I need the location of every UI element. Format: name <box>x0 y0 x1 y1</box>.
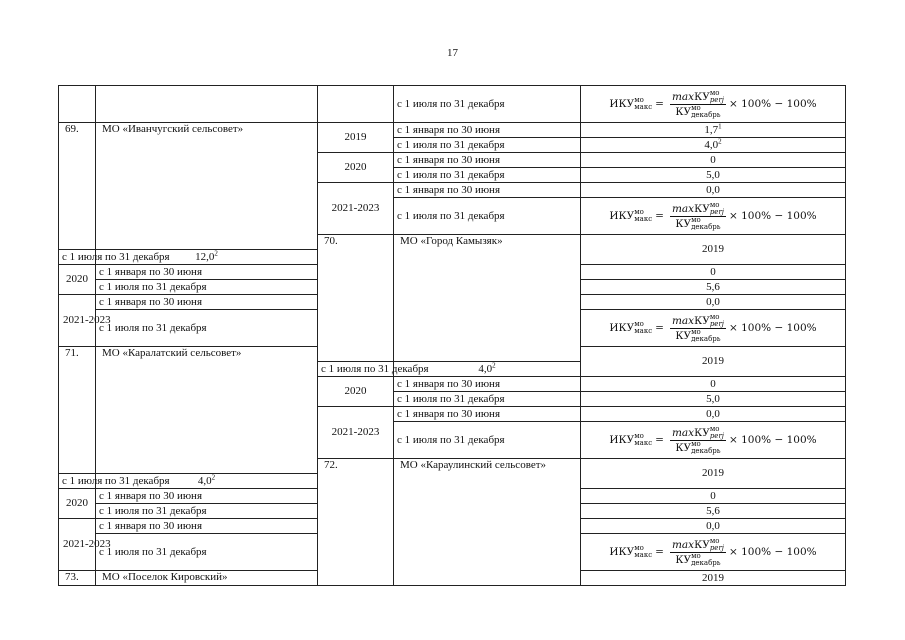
value-cell <box>581 183 846 198</box>
formula-part: ИКУ <box>609 546 635 558</box>
formula-part: КУ <box>694 202 710 215</box>
formula-part: макс <box>634 439 653 447</box>
period-cell: с 1 июля по 31 декабря <box>96 280 318 295</box>
formula-part: ИКУ <box>609 434 635 446</box>
formula-part: × 100% − 100% <box>728 97 817 110</box>
formula-part: мо <box>709 312 720 321</box>
formula-part: КУ <box>694 314 710 327</box>
formula-part: perj <box>709 207 724 216</box>
period-cell: с 1 июля по 31 декабря <box>394 168 581 183</box>
formula-part: мо <box>634 320 644 328</box>
year-cell: 2021-2023 <box>59 295 96 347</box>
formula-part: макс <box>634 103 653 111</box>
period-cell: с 1 июля по 31 декабря <box>394 198 581 235</box>
footnote-mark: 2 <box>214 248 218 257</box>
formula-cell <box>581 86 846 123</box>
value-text: 5,6 <box>706 504 720 517</box>
formula-part: ИКУ <box>609 322 635 334</box>
formula-part: = <box>655 321 664 334</box>
value-text: 12,0 <box>195 250 215 263</box>
formula-part: КУ <box>675 441 692 454</box>
period-cell: с 1 января по 30 июня <box>394 123 581 138</box>
year-cell: 2019 <box>318 123 394 153</box>
formula-part: КУ <box>675 329 692 342</box>
formula-lhs <box>609 209 652 223</box>
formula-part: max <box>671 426 695 439</box>
formula-lhs <box>609 545 652 559</box>
formula-part: мо <box>709 88 720 97</box>
formula-part: max <box>671 538 695 551</box>
formula-part: мо <box>709 536 720 545</box>
formula-fraction <box>670 202 726 231</box>
formula-part: perj <box>709 543 724 552</box>
footnote-mark: 2 <box>718 136 722 145</box>
year-cell: 2020 <box>318 377 394 407</box>
formula-part: макс <box>634 215 653 223</box>
data-table <box>58 85 846 586</box>
year-cell: 2019 <box>581 571 846 586</box>
period-cell: с 1 января по 30 июня <box>394 183 581 198</box>
period-cell: с 1 июля по 31 декабря <box>394 422 581 459</box>
value-text: 0,0 <box>706 295 720 308</box>
municipality-name: МО «Каралатский сельсовет» <box>96 347 318 474</box>
formula-part: мо <box>634 544 644 552</box>
formula-part: макс <box>634 551 653 559</box>
formula-part: мо <box>634 96 644 104</box>
footnote-mark: 1 <box>718 121 722 130</box>
formula-fraction <box>670 426 726 455</box>
formula-part: мо <box>691 327 701 336</box>
formula-part: = <box>655 545 664 558</box>
formula-fraction <box>670 314 726 343</box>
formula-part: декабрь <box>691 110 721 119</box>
value-text: 0,0 <box>706 407 720 420</box>
period-cell: с 1 июля по 31 декабря <box>96 310 318 347</box>
row-number: 72. <box>318 459 394 586</box>
municipality-name: МО «Город Камызяк» <box>394 235 581 362</box>
municipality-name: МО «Поселок Кировский» <box>96 571 318 586</box>
formula-part: мо <box>634 208 644 216</box>
value-cell <box>581 295 846 310</box>
formula-part: × 100% − 100% <box>728 209 817 222</box>
period-cell: с 1 января по 30 июня <box>96 295 318 310</box>
formula-lhs <box>609 321 652 335</box>
value-cell <box>581 489 846 504</box>
formula-cell <box>581 310 846 347</box>
period-cell: с 1 января по 30 июня <box>96 265 318 280</box>
cell-empty <box>318 86 394 123</box>
value-cell <box>581 392 846 407</box>
row-number: 69. <box>59 123 96 250</box>
value-cell <box>581 168 846 183</box>
formula-part: макс <box>634 327 653 335</box>
value-cell <box>581 504 846 519</box>
footnote-mark: 2 <box>492 360 496 369</box>
formula-part: × 100% − 100% <box>728 321 817 334</box>
table-row <box>59 123 846 138</box>
value-text: 4,0 <box>197 474 212 487</box>
formula-cell <box>581 422 846 459</box>
value-text: 0 <box>710 153 716 166</box>
formula-part: мо <box>634 432 644 440</box>
cell-empty <box>59 86 96 123</box>
value-cell <box>581 377 846 392</box>
formula-lhs <box>609 97 652 111</box>
formula-part: мо <box>709 200 720 209</box>
period-cell: с 1 июля по 31 декабря <box>318 362 394 377</box>
formula <box>585 538 841 567</box>
value-text: 1,7 <box>704 123 719 136</box>
row-number: 73. <box>59 571 96 586</box>
page-number: 17 <box>447 47 458 59</box>
formula-part: КУ <box>675 105 692 118</box>
formula-cell <box>581 534 846 571</box>
municipality-name: МО «Караулинский сельсовет» <box>394 459 581 586</box>
value-cell <box>581 138 846 153</box>
formula <box>585 314 841 343</box>
formula-part: мо <box>691 551 701 560</box>
formula-part: мо <box>691 103 701 112</box>
year-cell: 2021-2023 <box>59 519 96 571</box>
formula-part: max <box>671 202 695 215</box>
formula-part: perj <box>709 431 724 440</box>
value-cell <box>581 265 846 280</box>
formula-part: ИКУ <box>609 98 635 110</box>
value-text: 0,0 <box>706 183 720 196</box>
footnote-mark: 2 <box>211 472 216 481</box>
formula-lhs <box>609 433 652 447</box>
formula-part: perj <box>709 95 724 104</box>
formula-part: × 100% − 100% <box>728 545 817 558</box>
year-cell: 2019 <box>581 235 846 265</box>
formula-part: декабрь <box>691 558 721 567</box>
period-cell: с 1 июля по 31 декабря <box>59 474 96 489</box>
value-text: 5,0 <box>706 392 720 405</box>
period-cell: с 1 января по 30 июня <box>394 407 581 422</box>
formula-part: мо <box>709 424 720 433</box>
value-text: 0 <box>710 377 716 390</box>
value-cell <box>581 153 846 168</box>
year-cell: 2020 <box>59 489 96 519</box>
period-cell: с 1 января по 30 июня <box>96 489 318 504</box>
formula-part: max <box>671 314 695 327</box>
formula <box>585 90 841 119</box>
formula-fraction <box>670 538 726 567</box>
value-cell <box>581 407 846 422</box>
value-text: 4,0 <box>478 362 493 375</box>
formula <box>585 202 841 231</box>
formula <box>585 426 841 455</box>
period-cell: с 1 января по 30 июня <box>394 377 581 392</box>
formula-cell <box>581 198 846 235</box>
formula-part: КУ <box>694 426 710 439</box>
formula-part: КУ <box>694 538 710 551</box>
formula-part: КУ <box>675 553 692 566</box>
formula-part: = <box>655 209 664 222</box>
value-text: 0,0 <box>706 519 720 532</box>
period-cell: с 1 января по 30 июня <box>96 519 318 534</box>
year-cell: 2021-2023 <box>318 183 394 235</box>
year-cell: 2020 <box>59 265 96 295</box>
formula-part: декабрь <box>691 222 721 231</box>
formula-part: max <box>671 90 695 103</box>
year-cell: 2020 <box>318 153 394 183</box>
value-cell <box>581 519 846 534</box>
period-cell: с 1 июля по 31 декабря <box>394 86 581 123</box>
period-cell: с 1 июля по 31 декабря <box>394 138 581 153</box>
value-text: 0 <box>710 265 716 278</box>
row-number: 71. <box>59 347 96 474</box>
period-cell: с 1 июля по 31 декабря <box>59 250 96 265</box>
year-cell: 2019 <box>581 459 846 489</box>
formula-part: декабрь <box>691 446 721 455</box>
period-cell: с 1 июля по 31 декабря <box>96 534 318 571</box>
formula-part: = <box>655 433 664 446</box>
formula-part: мо <box>691 215 701 224</box>
year-cell: 2019 <box>581 347 846 377</box>
row-number: 70. <box>318 235 394 362</box>
formula-part: ИКУ <box>609 210 635 222</box>
formula-part: декабрь <box>691 334 721 343</box>
value-cell <box>581 280 846 295</box>
table-row <box>59 86 846 123</box>
value-text: 5,6 <box>706 280 720 293</box>
formula-part: КУ <box>675 217 692 230</box>
period-cell: с 1 января по 30 июня <box>394 153 581 168</box>
value-text: 0 <box>710 489 716 502</box>
period-cell: с 1 июля по 31 декабря <box>96 504 318 519</box>
year-cell: 2021-2023 <box>318 407 394 459</box>
municipality-name: МО «Иванчугский сельсовет» <box>96 123 318 250</box>
value-text: 5,0 <box>706 168 720 181</box>
cell-empty <box>96 86 318 123</box>
formula-fraction <box>670 90 726 119</box>
value-cell <box>581 123 846 138</box>
formula-part: × 100% − 100% <box>728 433 817 446</box>
formula-part: мо <box>691 439 701 448</box>
formula-part: perj <box>709 319 724 328</box>
period-cell: с 1 июля по 31 декабря <box>394 392 581 407</box>
formula-part: = <box>655 97 664 110</box>
formula-part: КУ <box>694 90 710 103</box>
value-text: 4,0 <box>704 138 719 151</box>
